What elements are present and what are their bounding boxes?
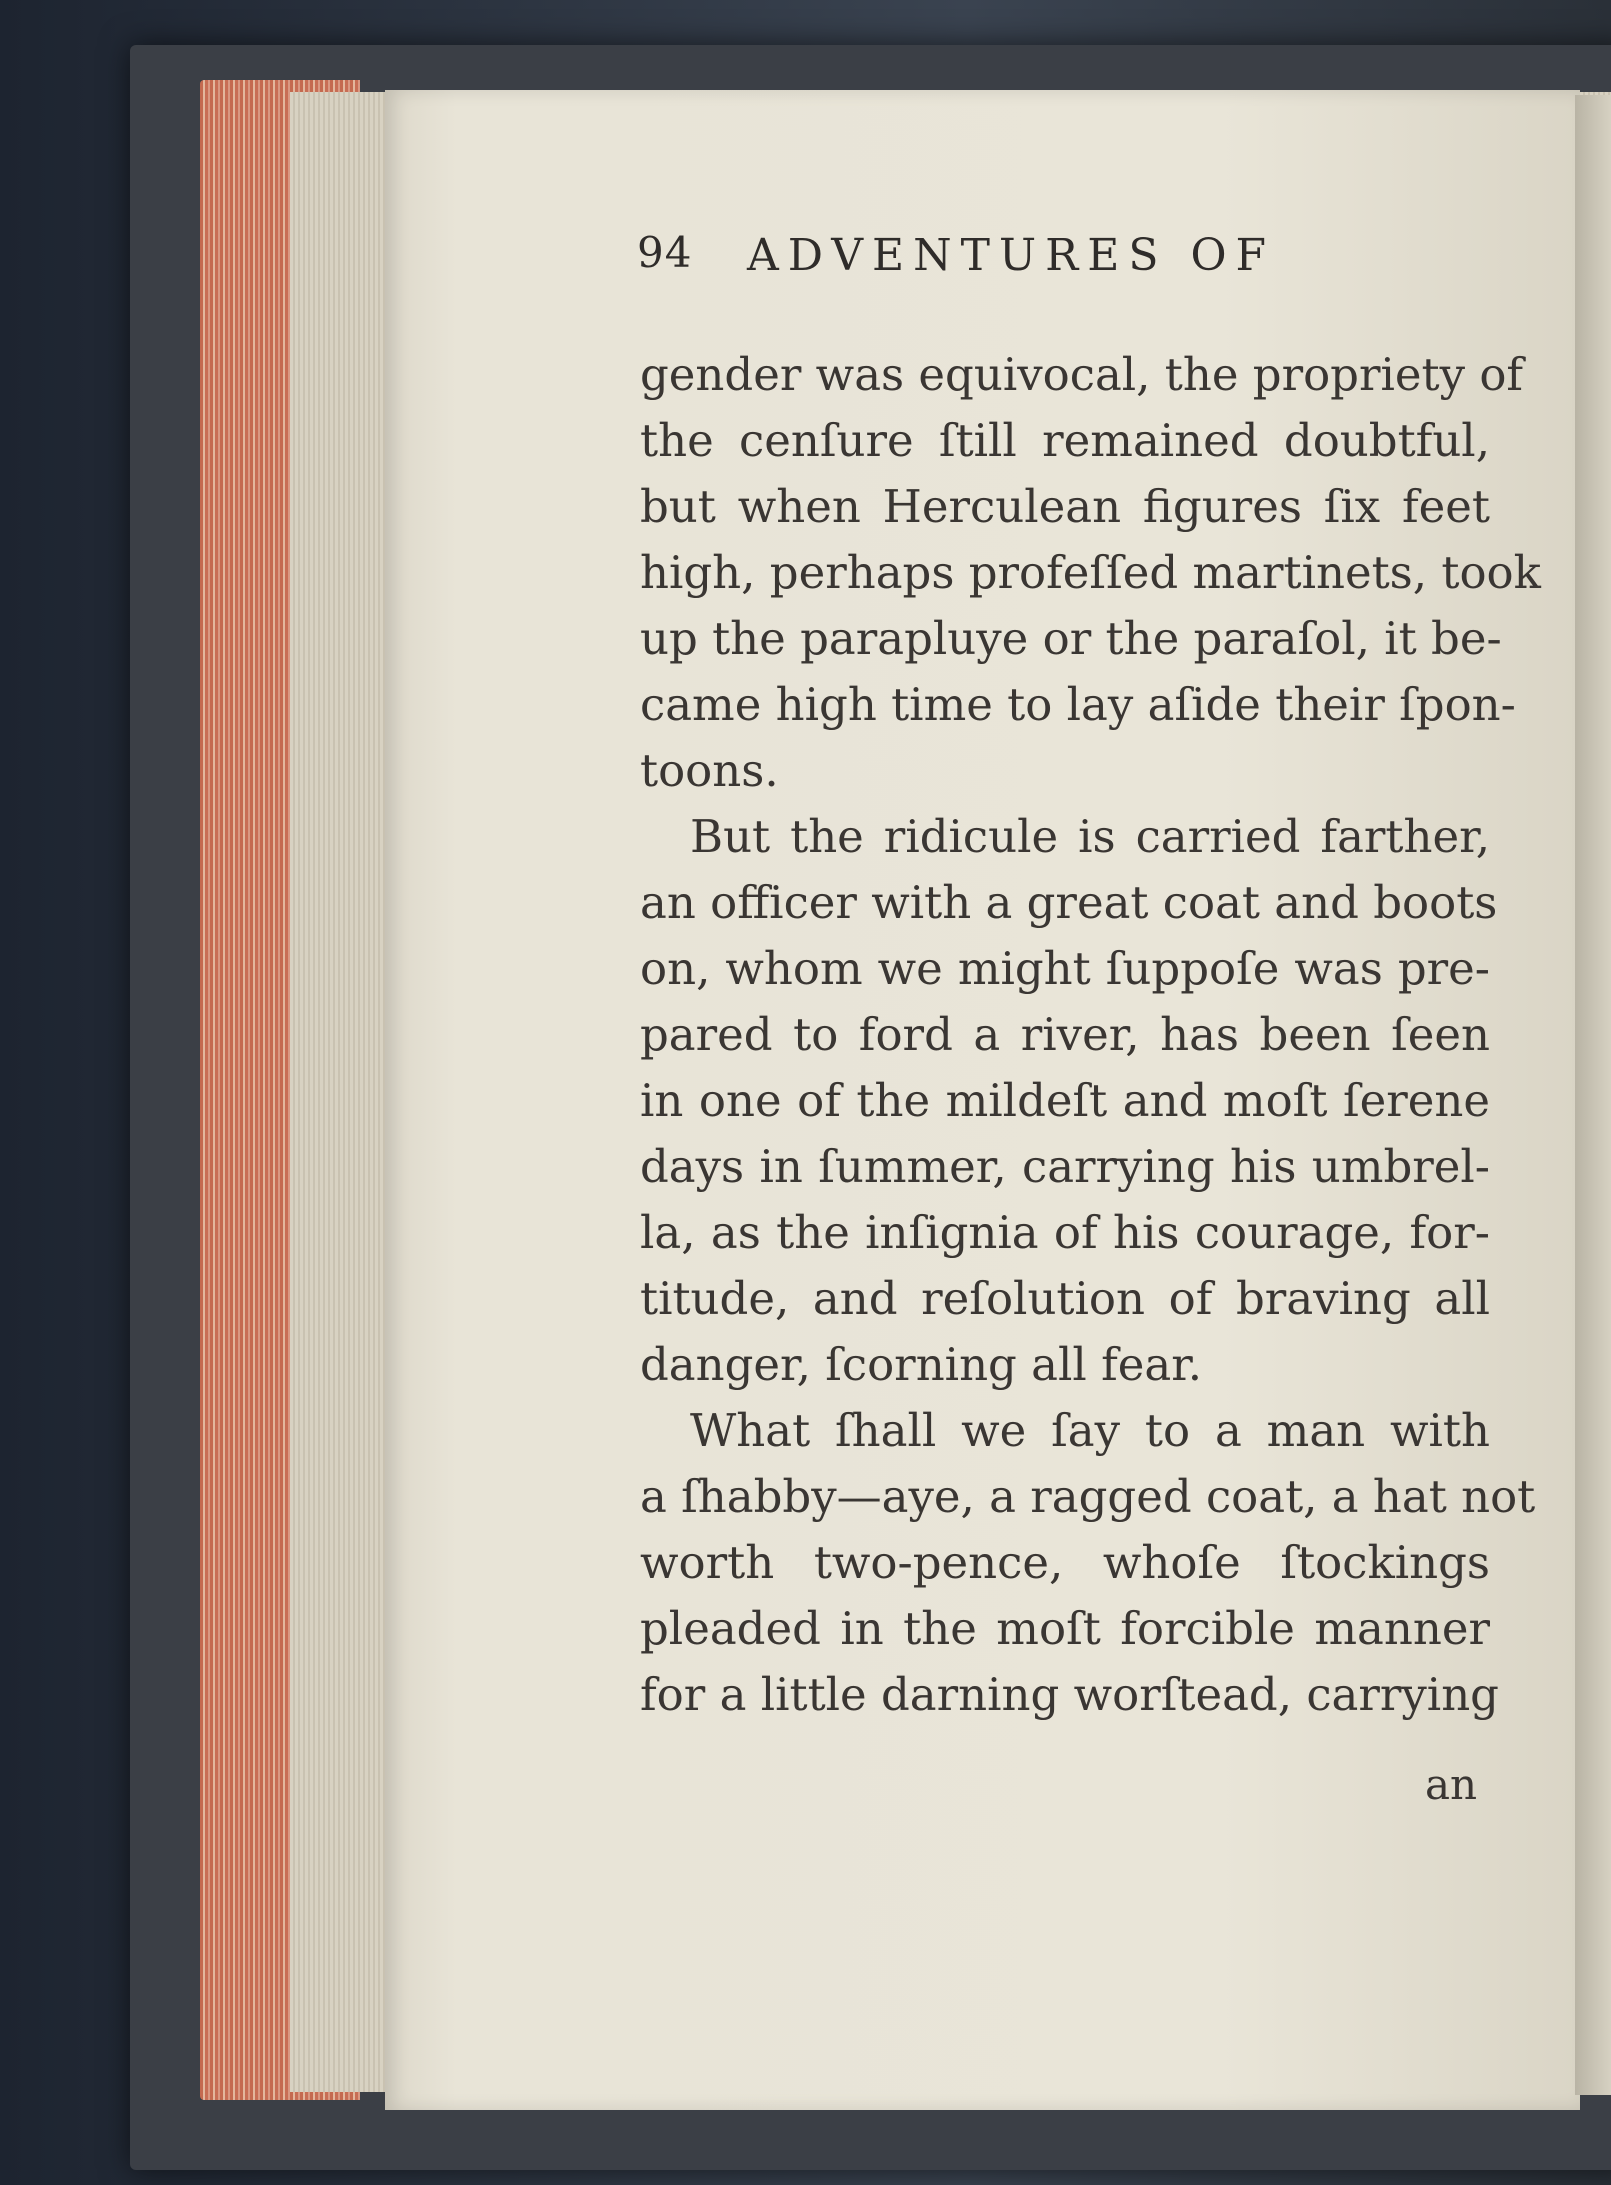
catchword: an [1425,1760,1478,1809]
text-line: days in ſummer, carrying his umbrel- [640,1140,1490,1193]
text-line: gender was equivocal, the propriety of [640,348,1524,401]
text-line: worth two-pence, whoſe ſtockings [640,1536,1490,1589]
text-line: What ſhall we ſay to a man with [690,1404,1490,1457]
text-line: toons. [640,744,779,797]
text-line: an officer with a great coat and boots [640,876,1498,929]
text-line: up the parapluye or the paraſol, it be- [640,612,1502,665]
page-header [637,228,1477,298]
text-line: on, whom we might ſuppoſe was pre- [640,942,1490,995]
text-line: the cenſure ſtill remained doubtful, [640,414,1490,467]
text-line: in one of the mildeſt and moſt ſerene [640,1074,1490,1127]
text-line: for a little darning worſtead, carrying [640,1668,1499,1721]
running-head: ADVENTURES OF [747,230,1276,281]
text-line: came high time to lay aſide their ſpon- [640,678,1516,731]
text-line: danger, ſcorning all fear. [640,1338,1203,1391]
text-line: pleaded in the moſt forcible manner [640,1602,1490,1655]
text-line: but when Herculean figures ſix feet [640,480,1490,533]
text-line: titude, and reſolution of braving all [640,1272,1490,1325]
text-line: la, as the inſignia of his courage, for- [640,1206,1490,1259]
page-number: 94 [637,228,693,277]
text-line: But the ridicule is carried farther, [690,810,1490,863]
facing-page-edge [1575,95,1611,2095]
text-line: a ſhabby—aye, a ragged coat, a hat not [640,1470,1536,1523]
text-line: high, perhaps profeſſed martinets, took [640,546,1541,599]
text-line: pared to ford a river, has been ſeen [640,1008,1490,1061]
body-text [640,342,1541,1728]
